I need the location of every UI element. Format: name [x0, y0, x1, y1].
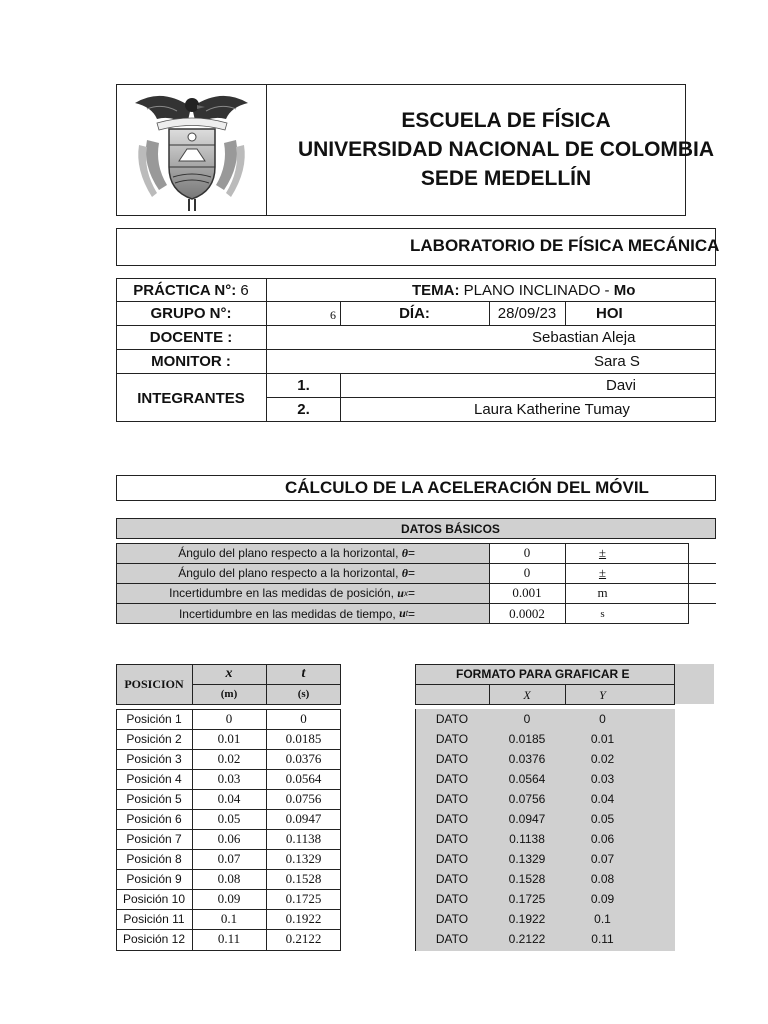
graph-y-value: 0.05 [590, 812, 615, 826]
graph-x-value: 0.1138 [509, 832, 545, 846]
coat-of-arms-logo [117, 85, 266, 215]
graph-y-value: 0.03 [590, 772, 615, 786]
lab-title: LABORATORIO DE FÍSICA MECÁNICA [410, 236, 720, 255]
grupo-value: 6 [330, 308, 336, 322]
graph-x-value: 0.0947 [508, 812, 546, 826]
position-t-value: 0.0376 [285, 751, 322, 766]
docente-value: Sebastian Aleja [532, 329, 636, 346]
position-x-value: 0.02 [217, 751, 241, 766]
position-t-value: 0.0185 [285, 731, 322, 746]
graph-y-value: 0 [599, 712, 606, 726]
graph-x-value: 0.0756 [508, 792, 546, 806]
position-label: Posición 12 [122, 932, 186, 946]
t-header: t [301, 666, 306, 681]
institution-title [266, 106, 746, 193]
graph-row-label: DATO [435, 812, 469, 826]
graph-format-title: FORMATO PARA GRAFICAR E [456, 667, 630, 681]
position-x-value: 0.1 [220, 911, 238, 926]
hora-label: HOI [596, 305, 623, 322]
dia-value: 28/09/23 [497, 305, 557, 322]
position-t-value: 0.1329 [285, 851, 322, 866]
graph-y-value: 0.1 [594, 912, 611, 926]
member-2-name: Laura Katherine Tumay [474, 401, 630, 418]
position-t-value: 0.1528 [285, 871, 322, 886]
graph-row-label: DATO [435, 752, 469, 766]
graph-y-value: 0.07 [590, 852, 615, 866]
graph-row-label: DATO [435, 852, 469, 866]
graph-row-label: DATO [435, 792, 469, 806]
basic-row-3-value: 0.001 [512, 585, 542, 600]
graph-x-header: X [523, 687, 531, 702]
graph-y-value: 0.08 [590, 872, 615, 886]
campus-name: SEDE MEDELLÍN [420, 167, 592, 190]
graph-x-value: 0.1922 [508, 912, 546, 926]
position-t-value: 0 [300, 711, 307, 726]
graph-row-label: DATO [435, 772, 469, 786]
position-label: Posición 1 [126, 712, 182, 726]
member-2-num: 2. [297, 401, 310, 418]
graph-row-label: DATO [435, 712, 469, 726]
position-x-value: 0.05 [217, 811, 241, 826]
graph-y-header: Y [599, 687, 606, 702]
basic-row-2-label: Ángulo del plano respecto a la horizontal, θ = [178, 565, 415, 580]
position-t-value: 0.0947 [285, 811, 322, 826]
position-x-value: 0.07 [217, 851, 241, 866]
position-label: Posición 7 [126, 832, 182, 846]
graph-row-label: DATO [435, 912, 469, 926]
dia-label: DÍA: [399, 305, 430, 322]
graph-y-value: 0.01 [590, 732, 615, 746]
integrantes-label: INTEGRANTES [137, 389, 245, 407]
position-x-value: 0.03 [217, 771, 241, 786]
position-label: Posición 5 [126, 792, 182, 806]
position-t-value: 0.0564 [285, 771, 322, 786]
grupo-label: GRUPO N°: [150, 305, 232, 322]
basic-row-1-label: Ángulo del plano respecto a la horizontal, θ = [178, 545, 415, 560]
basic-row-2-unit: ± [598, 565, 607, 580]
graph-x-value: 0.0185 [508, 732, 546, 746]
monitor-value: Sara S [594, 353, 640, 370]
t-unit: (s) [297, 688, 310, 700]
tema-label: TEMA: [412, 281, 460, 299]
basic-row-4-value: 0.0002 [509, 605, 545, 621]
position-t-value: 0.2122 [285, 931, 322, 946]
basic-row-2-value: 0 [523, 565, 531, 580]
x-unit: (m) [220, 688, 238, 700]
basic-row-3-unit: m [597, 585, 608, 600]
logo-cell [116, 84, 267, 216]
graph-x-value: 0.1725 [508, 892, 546, 906]
practica-cell [116, 279, 266, 301]
position-x-value: 0.01 [217, 731, 241, 746]
graph-y-value: 0.04 [590, 792, 615, 806]
university-name: UNIVERSIDAD NACIONAL DE COLOMBIA [297, 138, 715, 161]
graph-row-label: DATO [435, 872, 469, 886]
practica-label: PRÁCTICA N°: [133, 281, 237, 299]
basic-row-1-unit: ± [598, 545, 607, 560]
tema-cell [267, 279, 667, 301]
position-x-value: 0.08 [217, 871, 241, 886]
x-header: x [225, 666, 233, 681]
position-t-value: 0.1922 [285, 911, 322, 926]
graph-x-value: 0.1329 [508, 852, 546, 866]
position-label: Posición 9 [126, 872, 182, 886]
calc-title: CÁLCULO DE LA ACELERACIÓN DEL MÓVIL [285, 478, 649, 497]
graph-y-value: 0.02 [590, 752, 615, 766]
docente-label: DOCENTE : [149, 329, 233, 346]
graph-x-value: 0 [523, 712, 531, 726]
position-label: Posición 11 [123, 912, 185, 926]
position-x-value: 0 [225, 711, 233, 726]
tema-value: PLANO INCLINADO - [463, 281, 610, 299]
position-t-value: 0.1725 [285, 891, 322, 906]
graph-x-value: 0.0376 [508, 752, 546, 766]
graph-y-value: 0.09 [590, 892, 615, 906]
basic-row-3-label: Incertidumbre en las medidas de posición, u x = [169, 585, 415, 600]
position-t-value: 0.1138 [285, 831, 322, 846]
monitor-label: MONITOR : [151, 353, 231, 370]
graph-row-label: DATO [435, 732, 469, 746]
basic-row-4-unit: s [600, 607, 605, 620]
graph-row-label: DATO [435, 892, 469, 906]
position-x-value: 0.11 [217, 931, 241, 946]
member-1-name: Davi [606, 377, 637, 394]
position-label: Posición 3 [126, 752, 182, 766]
basic-row-1-value: 0 [523, 545, 531, 560]
position-label: Posición 6 [126, 812, 182, 826]
member-1-num: 1. [297, 377, 310, 394]
position-t-value: 0.0756 [285, 791, 322, 806]
graph-x-value: 0.2122 [508, 932, 546, 946]
position-x-value: 0.06 [217, 831, 241, 846]
graph-x-value: 0.0564 [508, 772, 546, 786]
datos-basicos-header: DATOS BÁSICOS [116, 518, 716, 539]
graph-row-label: DATO [435, 832, 469, 846]
school-name: ESCUELA DE FÍSICA [401, 109, 611, 132]
graph-x-value: 0.1528 [508, 872, 546, 886]
position-label: Posición 10 [122, 892, 186, 906]
graph-y-value: 0.06 [590, 832, 615, 846]
graph-row-label: DATO [435, 932, 469, 946]
position-x-value: 0.09 [217, 891, 241, 906]
position-label: Posición 4 [126, 772, 182, 786]
basic-row-4-label: Incertidumbre en las medidas de tiempo, u t = [178, 606, 415, 621]
practica-value: 6 [240, 281, 249, 299]
tema-bold: Mo [613, 281, 636, 299]
posicion-header: POSICION [124, 677, 184, 691]
position-label: Posición 2 [126, 732, 182, 746]
graph-y-value: 0.11 [591, 932, 614, 946]
position-x-value: 0.04 [217, 791, 241, 806]
position-label: Posición 8 [126, 852, 182, 866]
